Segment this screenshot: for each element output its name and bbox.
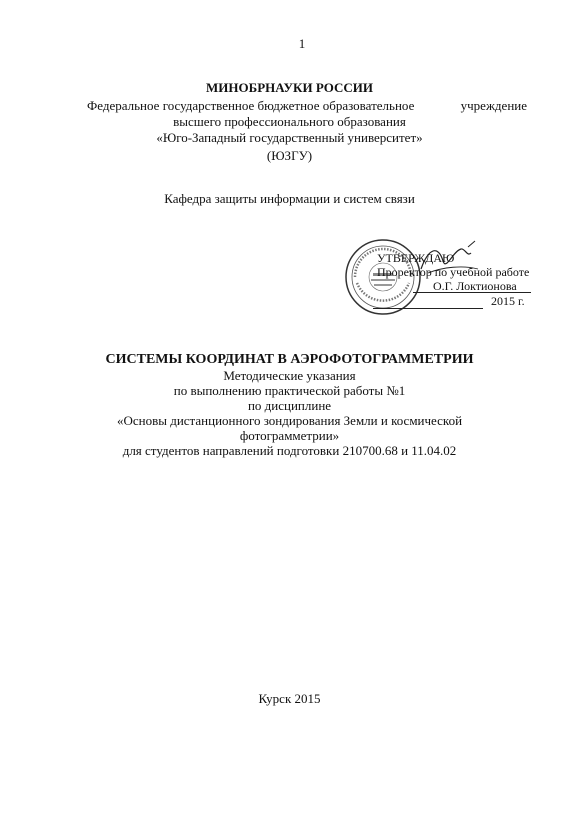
approval-block	[343, 237, 543, 317]
subtitle-line: по дисциплине	[247, 398, 332, 413]
subtitle-line: по выполнению практической работы №1	[173, 383, 406, 398]
approval-title: УТВЕРЖДАЮ	[377, 251, 455, 265]
institution-line-1-left: Федеральное государственное бюджетное образовательное	[87, 98, 415, 113]
approval-role: Проректор по учебной работе	[377, 265, 530, 279]
institution-line-1	[87, 98, 527, 113]
institution-abbreviation: (ЮЗГУ)	[266, 148, 313, 163]
approval-date: 2015 г.	[491, 294, 525, 308]
institution-line-1-right: учреждение	[460, 98, 527, 113]
page-number: 1	[298, 36, 306, 51]
place-and-year: Курск 2015	[258, 691, 321, 706]
ministry-heading: МИНОБРНАУКИ РОССИИ	[206, 80, 373, 95]
document-title: СИСТЕМЫ КООРДИНАТ В АЭРОФОТОГРАММЕТРИИ	[105, 352, 474, 367]
date-line	[373, 308, 483, 309]
department-name: Кафедра защиты информации и систем связи	[164, 191, 415, 206]
subtitle-line: Методические указания	[223, 368, 356, 383]
subtitle-line: «Основы дистанционного зондирования Земли и космической	[116, 413, 463, 428]
institution-line-3: «Юго-Западный государственный университет»	[156, 130, 423, 145]
approval-name: О.Г. Локтионова	[433, 279, 517, 293]
institution-line-2: высшего профессионального образования	[173, 114, 406, 129]
subtitle-line: фотограмметрии»	[239, 428, 340, 443]
subtitle-line: для студентов направлений подготовки 210700.68 и 11.04.02	[122, 443, 457, 458]
